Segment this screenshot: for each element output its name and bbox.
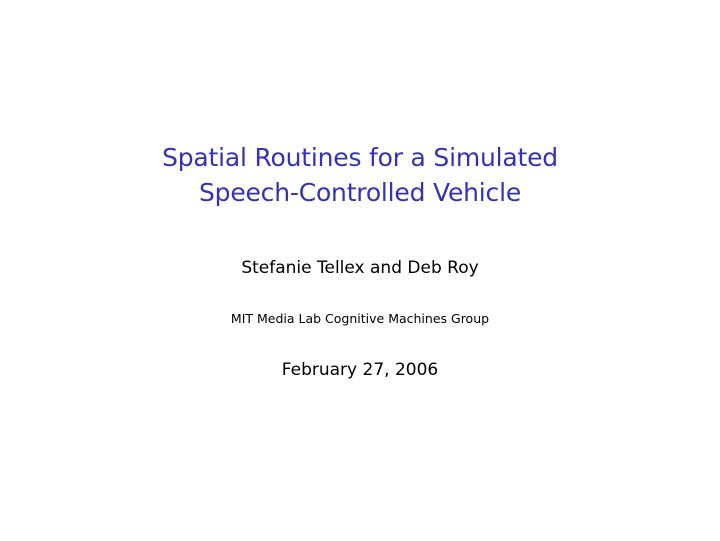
presentation-date: February 27, 2006 <box>281 360 439 380</box>
slide-title <box>0 140 720 210</box>
title-line-2: Speech-Controlled Vehicle <box>198 178 522 207</box>
title-line-1: Spatial Routines for a Simulated <box>162 143 558 172</box>
institute: MIT Media Lab Cognitive Machines Group <box>230 311 490 326</box>
author-names: Stefanie Tellex and Deb Roy <box>241 258 479 278</box>
